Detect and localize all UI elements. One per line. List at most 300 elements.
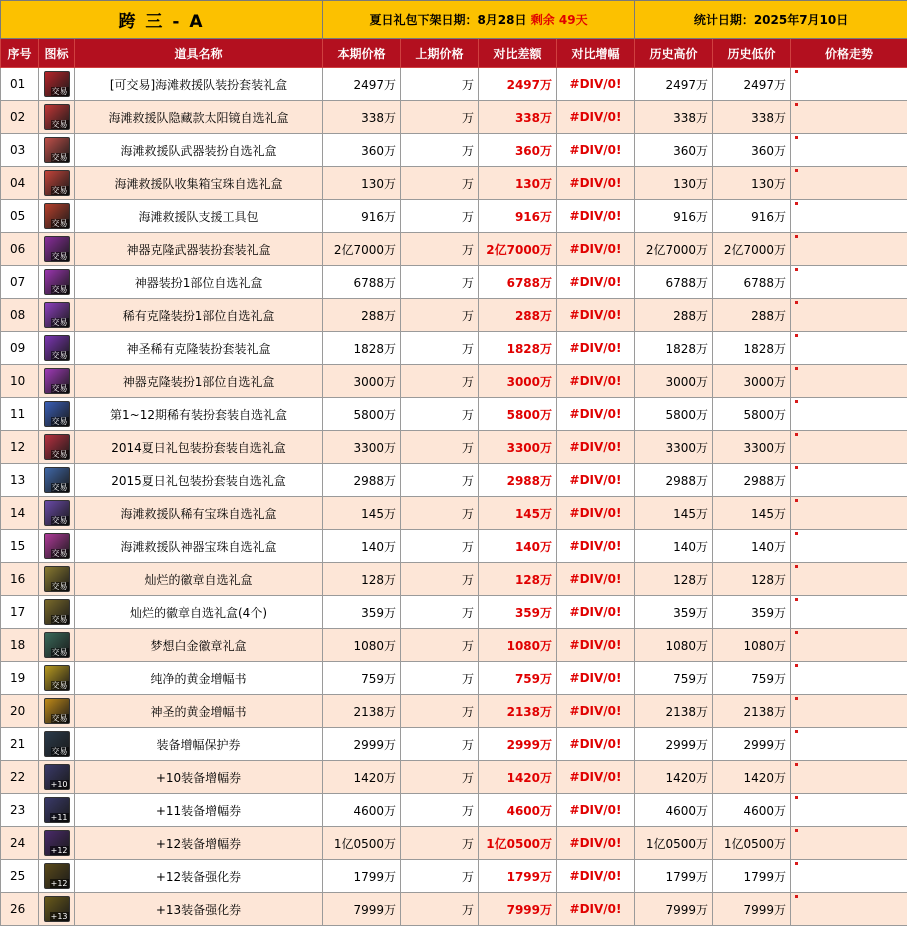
- row-index: 10: [1, 365, 39, 398]
- history-high: 1828万: [635, 332, 713, 365]
- row-index: 09: [1, 332, 39, 365]
- ticket-icon: [44, 797, 70, 823]
- current-price: 5800万: [323, 398, 401, 431]
- red-gift-icon: [44, 71, 70, 97]
- price-trend: [791, 101, 907, 134]
- table-row: [1, 134, 907, 167]
- row-index: 22: [1, 761, 39, 794]
- price-trend: [791, 233, 907, 266]
- price-difference: 359万: [479, 596, 557, 629]
- history-low: 2988万: [713, 464, 791, 497]
- history-low: 130万: [713, 167, 791, 200]
- item-icon-cell: [39, 497, 75, 530]
- trend-marker: [795, 466, 798, 469]
- history-low: 4600万: [713, 794, 791, 827]
- price-trend: [791, 596, 907, 629]
- history-low: 128万: [713, 563, 791, 596]
- history-low: 916万: [713, 200, 791, 233]
- price-difference: 759万: [479, 662, 557, 695]
- price-change-percent: #DIV/0!: [557, 497, 635, 530]
- price-difference: 4600万: [479, 794, 557, 827]
- col-header: 序号: [1, 39, 39, 68]
- current-price: 2138万: [323, 695, 401, 728]
- history-low: 359万: [713, 596, 791, 629]
- price-change-percent: #DIV/0!: [557, 266, 635, 299]
- current-price: 3300万: [323, 431, 401, 464]
- history-low: 6788万: [713, 266, 791, 299]
- history-low: 1亿0500万: [713, 827, 791, 860]
- history-high: 360万: [635, 134, 713, 167]
- price-difference: 338万: [479, 101, 557, 134]
- table-row: [1, 761, 907, 794]
- history-low: 2497万: [713, 68, 791, 101]
- col-header: 历史低价: [713, 39, 791, 68]
- item-icon-cell: [39, 68, 75, 101]
- current-price: 2988万: [323, 464, 401, 497]
- col-header: 道具名称: [75, 39, 323, 68]
- item-name: [可交易]海滩救援队装扮套装礼盒: [75, 68, 323, 101]
- red-gift-icon: [44, 104, 70, 130]
- row-index: 25: [1, 860, 39, 893]
- icon-tag: 交易: [51, 219, 68, 228]
- col-header: 对比差额: [479, 39, 557, 68]
- icon-tag: +12: [50, 879, 68, 888]
- history-low: 1828万: [713, 332, 791, 365]
- price-difference: 360万: [479, 134, 557, 167]
- price-change-percent: #DIV/0!: [557, 662, 635, 695]
- price-change-percent: #DIV/0!: [557, 167, 635, 200]
- item-icon-cell: [39, 431, 75, 464]
- table-row: [1, 860, 907, 893]
- item-icon-cell: [39, 827, 75, 860]
- current-price: 145万: [323, 497, 401, 530]
- ticket-icon: [44, 764, 70, 790]
- current-price: 4600万: [323, 794, 401, 827]
- price-trend: [791, 794, 907, 827]
- item-name: 2014夏日礼包装扮套装自选礼盒: [75, 431, 323, 464]
- trend-marker: [795, 301, 798, 304]
- history-high: 359万: [635, 596, 713, 629]
- trend-marker: [795, 367, 798, 370]
- previous-price: 万: [401, 497, 479, 530]
- price-trend: [791, 299, 907, 332]
- history-high: 288万: [635, 299, 713, 332]
- ticket-icon: [44, 863, 70, 889]
- icon-tag: 交易: [51, 615, 68, 624]
- item-name: 装备增幅保护券: [75, 728, 323, 761]
- purple-gift-icon: [44, 269, 70, 295]
- current-price: 338万: [323, 101, 401, 134]
- table-row: [1, 695, 907, 728]
- price-change-percent: #DIV/0!: [557, 728, 635, 761]
- icon-tag: 交易: [51, 417, 68, 426]
- price-trend: [791, 398, 907, 431]
- table-row: [1, 101, 907, 134]
- price-difference: 140万: [479, 530, 557, 563]
- icon-tag: +12: [50, 846, 68, 855]
- price-trend: [791, 530, 907, 563]
- icon-tag: 交易: [51, 747, 68, 756]
- item-icon-cell: [39, 596, 75, 629]
- trend-marker: [795, 136, 798, 139]
- item-icon-cell: [39, 860, 75, 893]
- history-high: 2999万: [635, 728, 713, 761]
- price-change-percent: #DIV/0!: [557, 629, 635, 662]
- current-price: 2999万: [323, 728, 401, 761]
- icon-tag: 交易: [51, 714, 68, 723]
- trend-marker: [795, 334, 798, 337]
- red-gift-icon: [44, 434, 70, 460]
- blue-gift-icon: [44, 401, 70, 427]
- red-gift-icon: [44, 170, 70, 196]
- item-name: +10装备增幅券: [75, 761, 323, 794]
- trend-marker: [795, 664, 798, 667]
- price-difference: 288万: [479, 299, 557, 332]
- col-header: 图标: [39, 39, 75, 68]
- offline-label: 夏日礼包下架日期：8月28日: [369, 13, 527, 27]
- table-row: [1, 728, 907, 761]
- price-difference: 1799万: [479, 860, 557, 893]
- price-change-percent: #DIV/0!: [557, 827, 635, 860]
- item-name: 神圣的黄金增幅书: [75, 695, 323, 728]
- price-difference: 1828万: [479, 332, 557, 365]
- price-change-percent: #DIV/0!: [557, 893, 635, 926]
- icon-tag: 交易: [51, 582, 68, 591]
- trend-marker: [795, 862, 798, 865]
- item-icon-cell: [39, 629, 75, 662]
- previous-price: 万: [401, 794, 479, 827]
- row-index: 01: [1, 68, 39, 101]
- previous-price: 万: [401, 101, 479, 134]
- history-high: 4600万: [635, 794, 713, 827]
- history-high: 916万: [635, 200, 713, 233]
- item-name: 海滩救援队武器装扮自选礼盒: [75, 134, 323, 167]
- row-index: 03: [1, 134, 39, 167]
- trend-marker: [795, 499, 798, 502]
- trend-marker: [795, 70, 798, 73]
- trend-marker: [795, 400, 798, 403]
- table-row: [1, 662, 907, 695]
- current-price: 6788万: [323, 266, 401, 299]
- price-change-percent: #DIV/0!: [557, 860, 635, 893]
- purple-gift-icon: [44, 335, 70, 361]
- item-name: 海滩救援队稀有宝珠自选礼盒: [75, 497, 323, 530]
- icon-tag: 交易: [51, 120, 68, 129]
- history-high: 7999万: [635, 893, 713, 926]
- previous-price: 万: [401, 662, 479, 695]
- icon-tag: 交易: [51, 318, 68, 327]
- history-high: 3300万: [635, 431, 713, 464]
- table-row: [1, 827, 907, 860]
- item-icon-cell: [39, 365, 75, 398]
- history-low: 288万: [713, 299, 791, 332]
- price-difference: 6788万: [479, 266, 557, 299]
- history-low: 1799万: [713, 860, 791, 893]
- col-header: 对比增幅: [557, 39, 635, 68]
- price-difference: 5800万: [479, 398, 557, 431]
- table-row: [1, 68, 907, 101]
- current-price: 2497万: [323, 68, 401, 101]
- price-difference: 1420万: [479, 761, 557, 794]
- current-price: 360万: [323, 134, 401, 167]
- price-change-percent: #DIV/0!: [557, 431, 635, 464]
- item-name: 2015夏日礼包装扮套装自选礼盒: [75, 464, 323, 497]
- previous-price: 万: [401, 563, 479, 596]
- offline-date: [323, 1, 635, 39]
- history-high: 2138万: [635, 695, 713, 728]
- history-high: 6788万: [635, 266, 713, 299]
- price-trend: [791, 761, 907, 794]
- price-difference: 2亿7000万: [479, 233, 557, 266]
- item-name: 神器装扮1部位自选礼盒: [75, 266, 323, 299]
- price-change-percent: #DIV/0!: [557, 530, 635, 563]
- trend-marker: [795, 895, 798, 898]
- column-header-row: [1, 39, 907, 68]
- current-price: 1420万: [323, 761, 401, 794]
- item-name: +13装备强化券: [75, 893, 323, 926]
- col-header: 本期价格: [323, 39, 401, 68]
- item-icon-cell: [39, 530, 75, 563]
- price-trend: [791, 464, 907, 497]
- icon-tag: 交易: [51, 351, 68, 360]
- item-name: 神圣稀有克隆装扮套装礼盒: [75, 332, 323, 365]
- history-low: 338万: [713, 101, 791, 134]
- row-index: 02: [1, 101, 39, 134]
- row-index: 18: [1, 629, 39, 662]
- price-change-percent: #DIV/0!: [557, 695, 635, 728]
- current-price: 1080万: [323, 629, 401, 662]
- price-difference: 2497万: [479, 68, 557, 101]
- trend-marker: [795, 433, 798, 436]
- price-trend: [791, 662, 907, 695]
- book-icon: [44, 698, 70, 724]
- item-icon-cell: [39, 695, 75, 728]
- table-row: [1, 299, 907, 332]
- orb-icon: [44, 533, 70, 559]
- price-trend: [791, 68, 907, 101]
- history-low: 5800万: [713, 398, 791, 431]
- item-name: +11装备增幅券: [75, 794, 323, 827]
- row-index: 04: [1, 167, 39, 200]
- previous-price: 万: [401, 134, 479, 167]
- item-name: 梦想白金徽章礼盒: [75, 629, 323, 662]
- history-low: 145万: [713, 497, 791, 530]
- row-index: 20: [1, 695, 39, 728]
- price-trend: [791, 728, 907, 761]
- item-icon-cell: [39, 464, 75, 497]
- previous-price: 万: [401, 332, 479, 365]
- item-icon-cell: [39, 794, 75, 827]
- table-row: [1, 497, 907, 530]
- table-row: [1, 893, 907, 926]
- trend-marker: [795, 532, 798, 535]
- trend-marker: [795, 598, 798, 601]
- current-price: 1828万: [323, 332, 401, 365]
- history-high: 759万: [635, 662, 713, 695]
- row-index: 05: [1, 200, 39, 233]
- item-name: 海滩救援队隐藏款太阳镜自选礼盒: [75, 101, 323, 134]
- history-low: 2138万: [713, 695, 791, 728]
- price-difference: 128万: [479, 563, 557, 596]
- item-icon-cell: [39, 233, 75, 266]
- previous-price: 万: [401, 860, 479, 893]
- price-change-percent: #DIV/0!: [557, 332, 635, 365]
- history-high: 145万: [635, 497, 713, 530]
- previous-price: 万: [401, 464, 479, 497]
- icon-tag: 交易: [51, 252, 68, 261]
- row-index: 17: [1, 596, 39, 629]
- item-icon-cell: [39, 200, 75, 233]
- icon-tag: 交易: [51, 681, 68, 690]
- icon-tag: 交易: [51, 648, 68, 657]
- trend-marker: [795, 763, 798, 766]
- history-high: 130万: [635, 167, 713, 200]
- row-index: 23: [1, 794, 39, 827]
- price-change-percent: #DIV/0!: [557, 464, 635, 497]
- history-high: 5800万: [635, 398, 713, 431]
- price-trend: [791, 200, 907, 233]
- price-change-percent: #DIV/0!: [557, 398, 635, 431]
- price-change-percent: #DIV/0!: [557, 68, 635, 101]
- history-high: 2988万: [635, 464, 713, 497]
- blue-gift-icon: [44, 467, 70, 493]
- icon-tag: 交易: [51, 384, 68, 393]
- icon-tag: 交易: [51, 153, 68, 162]
- price-change-percent: #DIV/0!: [557, 596, 635, 629]
- previous-price: 万: [401, 530, 479, 563]
- item-icon-cell: [39, 332, 75, 365]
- item-icon-cell: [39, 167, 75, 200]
- row-index: 07: [1, 266, 39, 299]
- price-difference: 916万: [479, 200, 557, 233]
- row-index: 06: [1, 233, 39, 266]
- previous-price: 万: [401, 299, 479, 332]
- history-low: 2亿7000万: [713, 233, 791, 266]
- trend-marker: [795, 169, 798, 172]
- table-row: [1, 167, 907, 200]
- history-high: 140万: [635, 530, 713, 563]
- row-index: 16: [1, 563, 39, 596]
- icon-tag: 交易: [51, 285, 68, 294]
- current-price: 359万: [323, 596, 401, 629]
- item-name: 神器克隆武器装扮套装礼盒: [75, 233, 323, 266]
- icon-tag: 交易: [51, 549, 68, 558]
- current-price: 759万: [323, 662, 401, 695]
- previous-price: 万: [401, 200, 479, 233]
- icon-tag: 交易: [51, 516, 68, 525]
- table-row: [1, 266, 907, 299]
- table-row: [1, 365, 907, 398]
- previous-price: 万: [401, 266, 479, 299]
- price-difference: 3300万: [479, 431, 557, 464]
- trend-marker: [795, 796, 798, 799]
- price-change-percent: #DIV/0!: [557, 794, 635, 827]
- item-icon-cell: [39, 398, 75, 431]
- price-trend: [791, 332, 907, 365]
- history-high: 1420万: [635, 761, 713, 794]
- book-icon: [44, 665, 70, 691]
- history-low: 140万: [713, 530, 791, 563]
- history-high: 1080万: [635, 629, 713, 662]
- history-low: 7999万: [713, 893, 791, 926]
- previous-price: 万: [401, 893, 479, 926]
- price-trend: [791, 629, 907, 662]
- price-change-percent: #DIV/0!: [557, 101, 635, 134]
- price-difference: 7999万: [479, 893, 557, 926]
- stat-date: 统计日期：2025年7月10日: [635, 1, 907, 39]
- price-trend: [791, 497, 907, 530]
- item-name: 稀有克隆装扮1部位自选礼盒: [75, 299, 323, 332]
- current-price: 288万: [323, 299, 401, 332]
- price-difference: 130万: [479, 167, 557, 200]
- current-price: 140万: [323, 530, 401, 563]
- col-header: 历史高价: [635, 39, 713, 68]
- price-change-percent: #DIV/0!: [557, 200, 635, 233]
- history-high: 128万: [635, 563, 713, 596]
- trend-marker: [795, 730, 798, 733]
- row-index: 12: [1, 431, 39, 464]
- item-name: +12装备强化券: [75, 860, 323, 893]
- previous-price: 万: [401, 365, 479, 398]
- current-price: 130万: [323, 167, 401, 200]
- history-high: 3000万: [635, 365, 713, 398]
- item-icon-cell: [39, 563, 75, 596]
- current-price: 1亿0500万: [323, 827, 401, 860]
- remaining-days: 剩余 49天: [530, 13, 588, 27]
- price-change-percent: #DIV/0!: [557, 365, 635, 398]
- price-trend: [791, 860, 907, 893]
- price-trend: [791, 563, 907, 596]
- price-difference: 2988万: [479, 464, 557, 497]
- previous-price: 万: [401, 233, 479, 266]
- current-price: 7999万: [323, 893, 401, 926]
- red-gift-icon: [44, 137, 70, 163]
- table-row: [1, 563, 907, 596]
- row-index: 08: [1, 299, 39, 332]
- trend-marker: [795, 697, 798, 700]
- col-header: 价格走势: [791, 39, 907, 68]
- item-name: 神器克隆装扮1部位自选礼盒: [75, 365, 323, 398]
- trend-marker: [795, 631, 798, 634]
- col-header: 上期价格: [401, 39, 479, 68]
- row-index: 11: [1, 398, 39, 431]
- table-row: [1, 530, 907, 563]
- icon-tag: 交易: [51, 186, 68, 195]
- item-icon-cell: [39, 266, 75, 299]
- current-price: 1799万: [323, 860, 401, 893]
- price-difference: 1080万: [479, 629, 557, 662]
- item-name: +12装备增幅券: [75, 827, 323, 860]
- history-high: 2亿7000万: [635, 233, 713, 266]
- table-row: [1, 200, 907, 233]
- price-change-percent: #DIV/0!: [557, 134, 635, 167]
- item-icon-cell: [39, 101, 75, 134]
- price-trend: [791, 827, 907, 860]
- row-index: 15: [1, 530, 39, 563]
- row-index: 26: [1, 893, 39, 926]
- previous-price: 万: [401, 761, 479, 794]
- previous-price: 万: [401, 728, 479, 761]
- row-index: 13: [1, 464, 39, 497]
- price-trend: [791, 134, 907, 167]
- history-high: 1亿0500万: [635, 827, 713, 860]
- trend-marker: [795, 103, 798, 106]
- history-low: 1080万: [713, 629, 791, 662]
- price-trend: [791, 167, 907, 200]
- purple-gift-icon: [44, 236, 70, 262]
- icon-tag: 交易: [51, 450, 68, 459]
- icon-tag: 交易: [51, 483, 68, 492]
